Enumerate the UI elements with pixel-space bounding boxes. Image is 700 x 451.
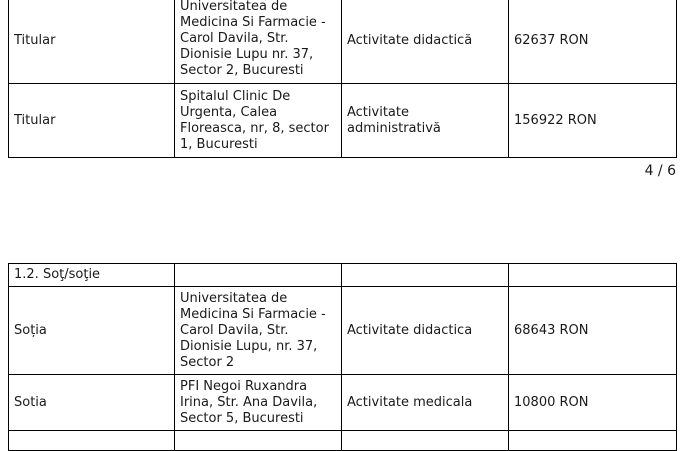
income-table-bottom	[8, 263, 677, 451]
table-row	[9, 375, 677, 431]
role-cell: Titular	[9, 84, 175, 158]
empty-cell	[509, 264, 677, 287]
empty-cell	[9, 431, 175, 451]
role-cell: Soția	[9, 287, 175, 375]
activity-cell: Activitate medicala	[342, 375, 509, 431]
institution-cell: Universitatea de Medicina Si Farmacie - Carol Davila, Str. Dionisie Lupu, nr. 37, Sector 2	[175, 287, 342, 375]
table-row	[9, 84, 677, 158]
income-cell: 68643 RON	[509, 287, 677, 375]
empty-cell	[175, 431, 342, 451]
income-table-top	[8, 0, 677, 158]
table-row	[9, 287, 677, 375]
role-cell: Titular	[9, 0, 175, 84]
section-title: 1.2. Soţ/soţie	[9, 264, 175, 287]
income-cell: 156922 RON	[509, 84, 677, 158]
activity-cell: Activitate didactica	[342, 287, 509, 375]
empty-cell	[342, 264, 509, 287]
page-number: 4 / 6	[644, 163, 676, 179]
section-header-row	[9, 264, 677, 287]
role-cell: Sotia	[9, 375, 175, 431]
activity-cell: Activitate didactică	[342, 0, 509, 84]
institution-cell: PFI Negoi Ruxandra Irina, Str. Ana Davila, Sector 5, Bucuresti	[175, 375, 342, 431]
table-row	[9, 0, 677, 84]
empty-cell	[175, 264, 342, 287]
table-row-partial	[9, 431, 677, 451]
activity-cell: Activitate administrativă	[342, 84, 509, 158]
empty-cell	[342, 431, 509, 451]
income-cell: 62637 RON	[509, 0, 677, 84]
institution-cell: Spitalul Clinic De Urgenta, Calea Floreasca, nr, 8, sector 1, Bucuresti	[175, 84, 342, 158]
empty-cell	[509, 431, 677, 451]
income-cell: 10800 RON	[509, 375, 677, 431]
institution-cell: Universitatea de Medicina Si Farmacie - Carol Davila, Str. Dionisie Lupu nr. 37, Sector 2, Bucuresti	[175, 0, 342, 84]
